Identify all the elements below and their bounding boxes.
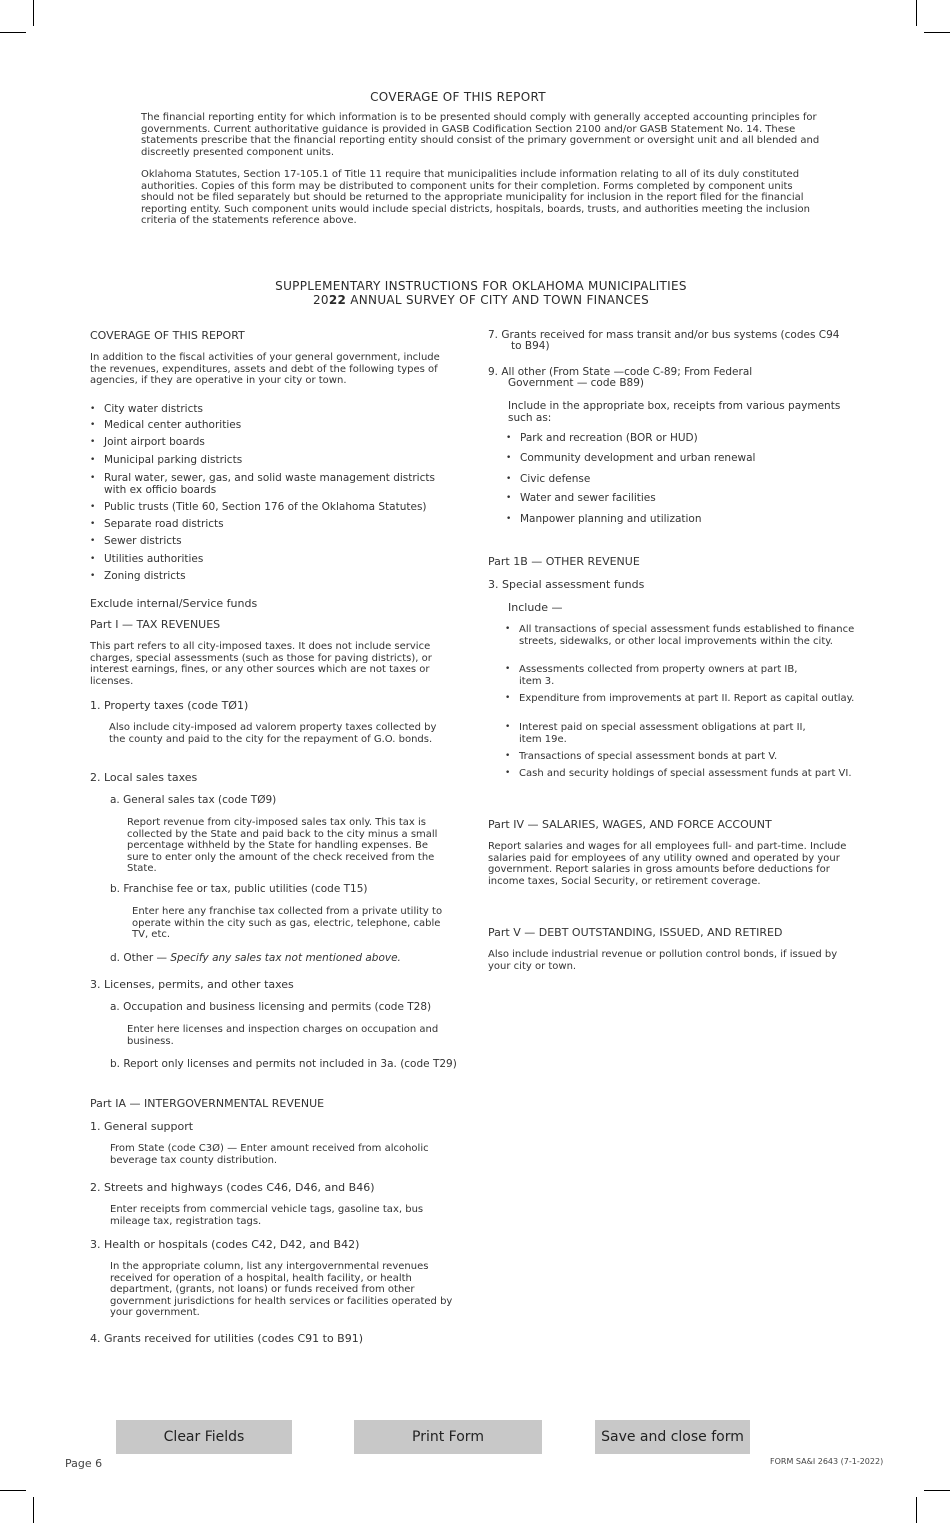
part1a-item-3-text: In the appropriate column, list any intergovernmental revenues received for operation of a hospital, health facility, or health department, (grants, not loans) or funds received from other government jurisdictions for health services or facilities operated by your government. [110,1261,453,1318]
right-item-9-line-1: 9. All other (From State —code C-89; From Federal [488,366,753,378]
special-assessment-item: • Transactions of special assessment bonds at part V. [519,751,849,763]
part1-item-1-text: Also include city-imposed ad valorem property taxes collected by the county and paid to the city for the repayment of G.O. bonds. [109,722,437,745]
part1-item-3b: b. Report only licenses and permits not included in 3a. (code T29) [110,1058,457,1070]
print-form-button[interactable]: Print Form [354,1420,542,1454]
supplementary-title-rest: ANNUAL SURVEY OF CITY AND TOWN FINANCES [346,293,650,307]
part1-item-2b: b. Franchise fee or tax, public utilities (code T15) [110,883,368,895]
agency-item: • Municipal parking districts [104,455,242,467]
special-assessment-item: • Assessments collected from property owners at part IB, item 3. [519,664,819,687]
payment-item: • Civic defense [520,474,590,486]
part1b-item-3: 3. Special assessment funds [488,578,645,591]
agency-item: • Joint airport boards [104,437,205,449]
part1-item-2a-text: Report revenue from city-imposed sales tax only. This tax is collected by the State and paid back to the city minus a small percentage withheld by the State for handling expenses. Be sure to enter only the amount of the check received from the State. [127,817,438,874]
page-number: Page 6 [65,1457,103,1470]
part1-item-2d-note: Specify any sales tax not mentioned above. [170,952,401,964]
crop-mark-top-right-h [924,32,950,33]
part5-text: Also include industrial revenue or pollution control bonds, if issued by your city or town. [488,949,838,972]
right-item-7-line-1: 7. Grants received for mass transit and/or bus systems (codes C94 [488,329,840,341]
part4-text: Report salaries and wages for all employees full- and part-time. Include salaries paid for employees of any utility owned and operated by your government. Report salaries in gross amounts before deductions for income taxes, Social Security, or retirement coverage. [488,841,847,887]
part1a-item-1-text: From State (code C3Ø) — Enter amount received from alcoholic beverage tax county distribution. [110,1143,429,1166]
crop-mark-top-left-h [0,32,26,33]
part1-text: This part refers to all city-imposed taxes. It does not include service charges, special assessments (such as those for paving districts), or interest earnings, fines, or any other sources which are not taxes or licenses. [90,641,432,687]
part1b-heading: Part 1B — OTHER REVENUE [488,555,640,568]
part1-item-3a-text: Enter here licenses and inspection charges on occupation and business. [127,1024,439,1047]
agency-item: • Rural water, sewer, gas, and solid waste management districts with ex officio boards [104,473,454,496]
special-assessment-item: • Cash and security holdings of special assessment funds at part VI. [519,768,859,780]
payment-item: • Community development and urban renewal [520,453,755,465]
part1-item-3a: a. Occupation and business licensing and permits (code T28) [110,1001,432,1013]
payment-item: • Manpower planning and utilization [520,514,702,526]
supplementary-title-line-1: SUPPLEMENTARY INSTRUCTIONS FOR OKLAHOMA MUNICIPALITIES [275,279,687,293]
crop-mark-bottom-right-h [924,1490,950,1491]
right-item-9-line-2: Government — code B89) [508,377,644,389]
crop-mark-bottom-right-v [916,1497,917,1523]
top-coverage-para-2: Oklahoma Statutes, Section 17-105.1 of Title 11 require that municipalities include information relating to all of its duly constituted authorities. Copies of this form may be distributed to component units for their completion. Forms completed by component units should not be filed separately but should be returned to the appropriate municipality for inclusion in the report filed for the financial reporting entity. Such component units would include special districts, hospitals, boards, trusts, and authorities meeting the inclusion criteria of the statements reference above. [141,169,810,226]
special-assessment-item: • Expenditure from improvements at part II. Report as capital outlay. [519,693,869,705]
agency-item: • Sewer districts [104,536,182,548]
part1a-item-4: 4. Grants received for utilities (codes C91 to B91) [90,1332,364,1345]
part1-item-1: 1. Property taxes (code TØ1) [90,699,249,712]
crop-mark-top-left-v [33,0,34,26]
supplementary-title-line-2 [0,293,950,307]
agency-item: • Zoning districts [104,571,186,583]
top-coverage-heading: COVERAGE OF THIS REPORT [370,90,546,104]
part1a-item-2: 2. Streets and highways (codes C46, D46, and B46) [90,1181,375,1194]
part1-heading: Part I — TAX REVENUES [90,618,221,631]
part1a-item-1: 1. General support [90,1120,194,1133]
agency-item: • City water districts [104,404,203,416]
agency-item: • Utilities authorities [104,554,203,566]
part1-item-2d [110,952,401,964]
agency-item: • Separate road districts [104,519,224,531]
exclude-note: Exclude internal/Service funds [90,597,258,610]
part1-item-2: 2. Local sales taxes [90,771,198,784]
payment-item: • Water and sewer facilities [520,493,656,505]
left-coverage-heading: COVERAGE OF THIS REPORT [90,329,245,342]
crop-mark-bottom-left-h [0,1490,26,1491]
special-assessment-item: • Interest paid on special assessment obligations at part II, item 19e. [519,722,819,745]
part1-item-2b-text: Enter here any franchise tax collected from a private utility to operate within the city such as gas, electric, telephone, cable TV, etc. [132,906,443,940]
agency-item: • Public trusts (Title 60, Section 176 of the Oklahoma Statutes) [104,502,427,514]
form-number: FORM SA&I 2643 (7-1-2022) [770,1457,884,1466]
right-item-9-text: Include in the appropriate box, receipts from various payments such as: [508,400,841,424]
crop-mark-bottom-left-v [33,1497,34,1523]
clear-fields-button[interactable]: Clear Fields [116,1420,292,1454]
part1a-heading: Part IA — INTERGOVERNMENTAL REVENUE [90,1097,325,1110]
year-suffix: 22 [328,293,347,307]
part5-heading: Part V — DEBT OUTSTANDING, ISSUED, AND RETIRED [488,926,783,939]
part1a-item-3: 3. Health or hospitals (codes C42, D42, and B42) [90,1238,360,1251]
part1a-item-2-text: Enter receipts from commercial vehicle tags, gasoline tax, bus mileage tax, registration tags. [110,1204,424,1227]
payment-item: • Park and recreation (BOR or HUD) [520,433,698,445]
right-item-7-line-2: to B94) [511,340,550,352]
part1-item-3: 3. Licenses, permits, and other taxes [90,978,294,991]
special-assessment-item: • All transactions of special assessment funds established to finance streets, sidewalks, or other local improvements within the city. [519,624,864,647]
top-coverage-para-1: The financial reporting entity for which information is to be presented should comply with generally accepted accounting principles for governments. Current authoritative guidance is provided in GASB Codification Section 2100 and/or GASB Statement No. 14. These statements prescribe that the financial reporting entity should consist of the primary government or oversight unit and all blended and discreetly presented component units. [141,112,820,158]
year-prefix: 20 [312,293,329,307]
agency-item: • Medical center authorities [104,420,241,432]
save-and-close-button[interactable]: Save and close form [595,1420,750,1454]
left-coverage-text: In addition to the fiscal activities of your general government, include the revenues, expenditures, assets and debt of the following types of agencies, if they are operative in your city or town. [90,352,440,386]
part1-item-2a: a. General sales tax (code TØ9) [110,794,277,806]
part1-item-2d-label: d. Other — [110,952,171,964]
crop-mark-top-right-v [916,0,917,26]
part1b-include: Include — [508,601,563,614]
part4-heading: Part IV — SALARIES, WAGES, AND FORCE ACCOUNT [488,818,772,831]
